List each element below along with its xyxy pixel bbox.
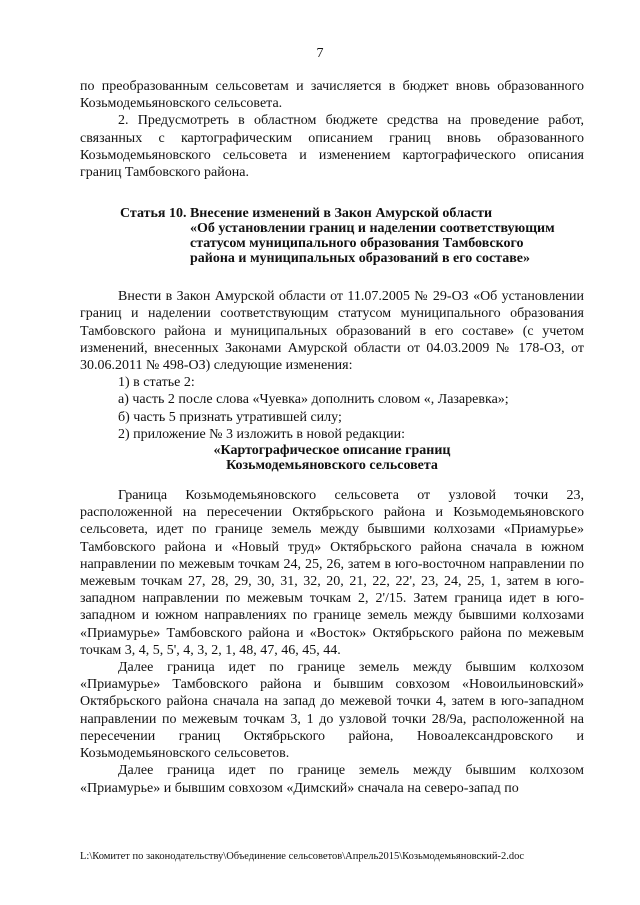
page-number: 7 [316, 46, 324, 61]
paragraph-item-2: 2. Предусмотреть в областном бюджете средства на проведение работ, связанных с картографическим описанием границ вновь образованного Козьмодемьяновского сельсовета и изменением картографического описания границ Тамбовского района. [80, 113, 584, 181]
body-paragraph: Далее граница идет по границе земель между бывшим колхозом «Приамурье» Тамбовского района и бывшим совхозом «Новоильиновский» Октябрьского района сначала на запад до межевой точки 4, затем в юго-западном направлении по межевым точкам 3, 1 до узловой точки 28/9а, расположенной на пересечении границ Октябрьского района, Новоалександровского и Козьмодемьяновского сельсоветов. [80, 660, 584, 762]
list-item: 1) в статье 2: [118, 375, 195, 391]
list-item: а) часть 2 после слова «Чуевка» дополнить словом «, Лазаревка»; [118, 392, 509, 408]
article-heading-title: Статья 10. Внесение изменений в Закон Амурской области [120, 206, 493, 222]
subtitle-line-1: «Картографическое описание границ [213, 443, 451, 459]
article-heading [80, 206, 584, 266]
paragraph-continuation: по преобразованным сельсоветам и зачисляется в бюджет вновь образованного Козьмодемьяновского сельсовета. [80, 79, 584, 112]
footer-file-path: L:\Комитет по законодательству\Объединение сельсоветов\Апрель2015\Козьмодемьяновский-2.doc [80, 851, 524, 862]
article-heading-law-name: «Об установлении границ и наделении соответствующим статусом муниципального образования Тамбовского района и муниципальных образований в его составе» [190, 221, 555, 267]
list-item: б) часть 5 признать утратившей силу; [118, 409, 342, 425]
list-item: 2) приложение № 3 изложить в новой редакции: [118, 426, 406, 442]
intro-paragraph: Внести в Закон Амурской области от 11.07.2005 № 29-ОЗ «Об установлении границ и наделении соответствующим статусом муниципального образования Тамбовского района и муниципальных образований в его составе» (с учетом изменений, внесенных Законами Амурской области от 04.03.2009 № 178-ОЗ, от 30.06.2011 № 498-ОЗ) следующие изменения: [80, 289, 584, 374]
body-paragraph: Далее граница идет по границе земель между бывшим колхозом «Приамурье» и бывшим совхозом «Димский» сначала на северо-запад по [80, 763, 584, 796]
document-body [80, 78, 584, 797]
subtitle-line-2: Козьмодемьяновского сельсовета [226, 458, 438, 474]
body-paragraph: Граница Козьмодемьяновского сельсовета от узловой точки 23, расположенной на пересечении Октябрьского района и Козьмодемьяновского сельсовета, идет по границе земель между бывшими колхозами «Приамурье» Тамбовского района и «Новый труд» Октябрьского района сначала в южном направлении по межевым точкам 24, 25, 26, затем в юго-восточном направлении по межевым точкам 27, 28, 29, 30, 31, 32, 20, 21, 22, 22', 23, 24, 25, 1, затем в юго-западном направлении по межевым точкам 2, 2'/15. Затем граница идет в юго-западном и южном направлениях по границе земель между бывшими колхозами «Приамурье» Тамбовского района и «Восток» Октябрьского района по межевым точкам 3, 4, 5, 5', 4, 3, 2, 1, 48, 47, 46, 45, 44. [80, 488, 584, 658]
